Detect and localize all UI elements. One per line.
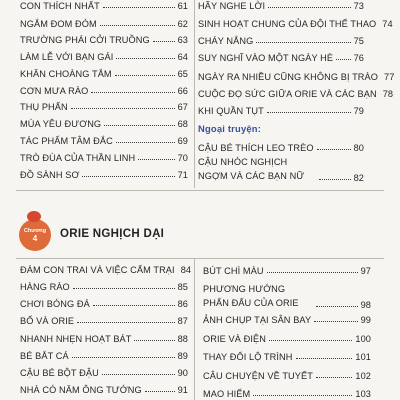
toc-entry: HÀNG RÀO 85: [20, 282, 188, 292]
toc-entry: BÚT CHÌ MÀU 97: [203, 266, 371, 276]
toc-entry: TÁC PHẨM TÂM ĐẮC 69: [20, 136, 188, 146]
toc-entry: KHI QUẦN TỤT 79: [198, 106, 364, 116]
toc-entry: CHƠI BÓNG ĐÁ 86: [20, 299, 188, 309]
toc-entry: ẢNH CHỤP TẠI SÂN BAY 99: [203, 315, 371, 325]
toc-entry: PHƯƠNG HƯỚNG PHẤN ĐẤU CỦA ORIE 98: [203, 284, 371, 310]
toc-entry: CUỘC ĐỌ SỨC GIỮA ORIE VÀ CÁC BẠN 78: [198, 89, 394, 99]
extras-heading: Ngoại truyện:: [198, 123, 262, 134]
section-divider: [16, 190, 384, 191]
toc-entry: KHĂN CHOÀNG TẮM 65: [20, 69, 188, 79]
toc-entry: CÂU CHUYỆN VỀ TUYẾT 102: [203, 371, 371, 381]
toc-entry: HÃY NGHE LỜI 73: [198, 1, 364, 11]
toc-entry: TRƯỜNG PHÁI CỞI TRUỒNG 63: [20, 35, 188, 45]
toc-entry: THỤ PHẤN 67: [20, 102, 188, 112]
toc-entry: CHÁY NẮNG 75: [198, 36, 364, 46]
toc-entry: BÉ BẮT CÁ 89: [20, 351, 188, 361]
toc-entry: NGÀY RA NHIỀU CŨNG KHÔNG BỊ TRÀO 77: [198, 72, 395, 82]
toc-entry: MÙA YÊU ĐƯƠNG 68: [20, 119, 188, 129]
toc-entry: NHANH NHẸN HOẠT BÁT 88: [20, 334, 188, 344]
chapter-badge: Chương 4: [19, 219, 51, 251]
toc-entry: NHÀ CÓ NĂM ÔNG TƯỚNG 91: [20, 385, 188, 395]
toc-entry: ORIE VÀ ĐIỆN 100: [203, 334, 371, 344]
toc-entry: SUY NGHĨ VÀO MỘT NGÀY HÈ 76: [198, 53, 364, 63]
toc-entry: CẬU BÉ THÍCH LEO TRÈO 80: [198, 143, 364, 153]
toc-entry: SINH HOẠT CHUNG CỦA ĐỘI THỂ THAO 74: [198, 19, 393, 29]
toc-entry: NGẮM ĐOM ĐÓM 62: [20, 19, 188, 29]
toc-entry: LÀM LỄ VỚI BẠN GÁI 64: [20, 52, 188, 62]
toc-entry: CẬU BÉ BỘT ĐẬU 90: [20, 368, 188, 378]
chapter-title: ORIE NGHỊCH DẠI: [60, 228, 165, 240]
column-divider: [194, 258, 195, 400]
toc-entry: CON THÍCH NHẤT 61: [20, 1, 188, 11]
toc-entry: MAO HIỂM 103: [203, 389, 371, 399]
toc-entry: BỐ VÀ ORIE 87: [20, 316, 188, 326]
toc-entry: CƠN MƯA RÀO 66: [20, 86, 188, 96]
toc-entry: ĐÁM CON TRAI VÀ VIỆC CẤM TRẠI 84: [20, 265, 192, 275]
toc-entry: ĐỒ SÀNH SƠ 71: [20, 170, 188, 180]
column-divider: [194, 0, 195, 188]
toc-entry: CẬU NHÓC NGHỊCH NGỢM VÀ CÁC BẠN NỮ 82: [198, 157, 364, 183]
toc-entry: TRÒ ĐÙA CỦA THẦN LINH 70: [20, 153, 188, 163]
toc-entry: THAY ĐỔI LỘ TRÌNH 101: [203, 352, 371, 362]
section-divider: [16, 258, 384, 259]
